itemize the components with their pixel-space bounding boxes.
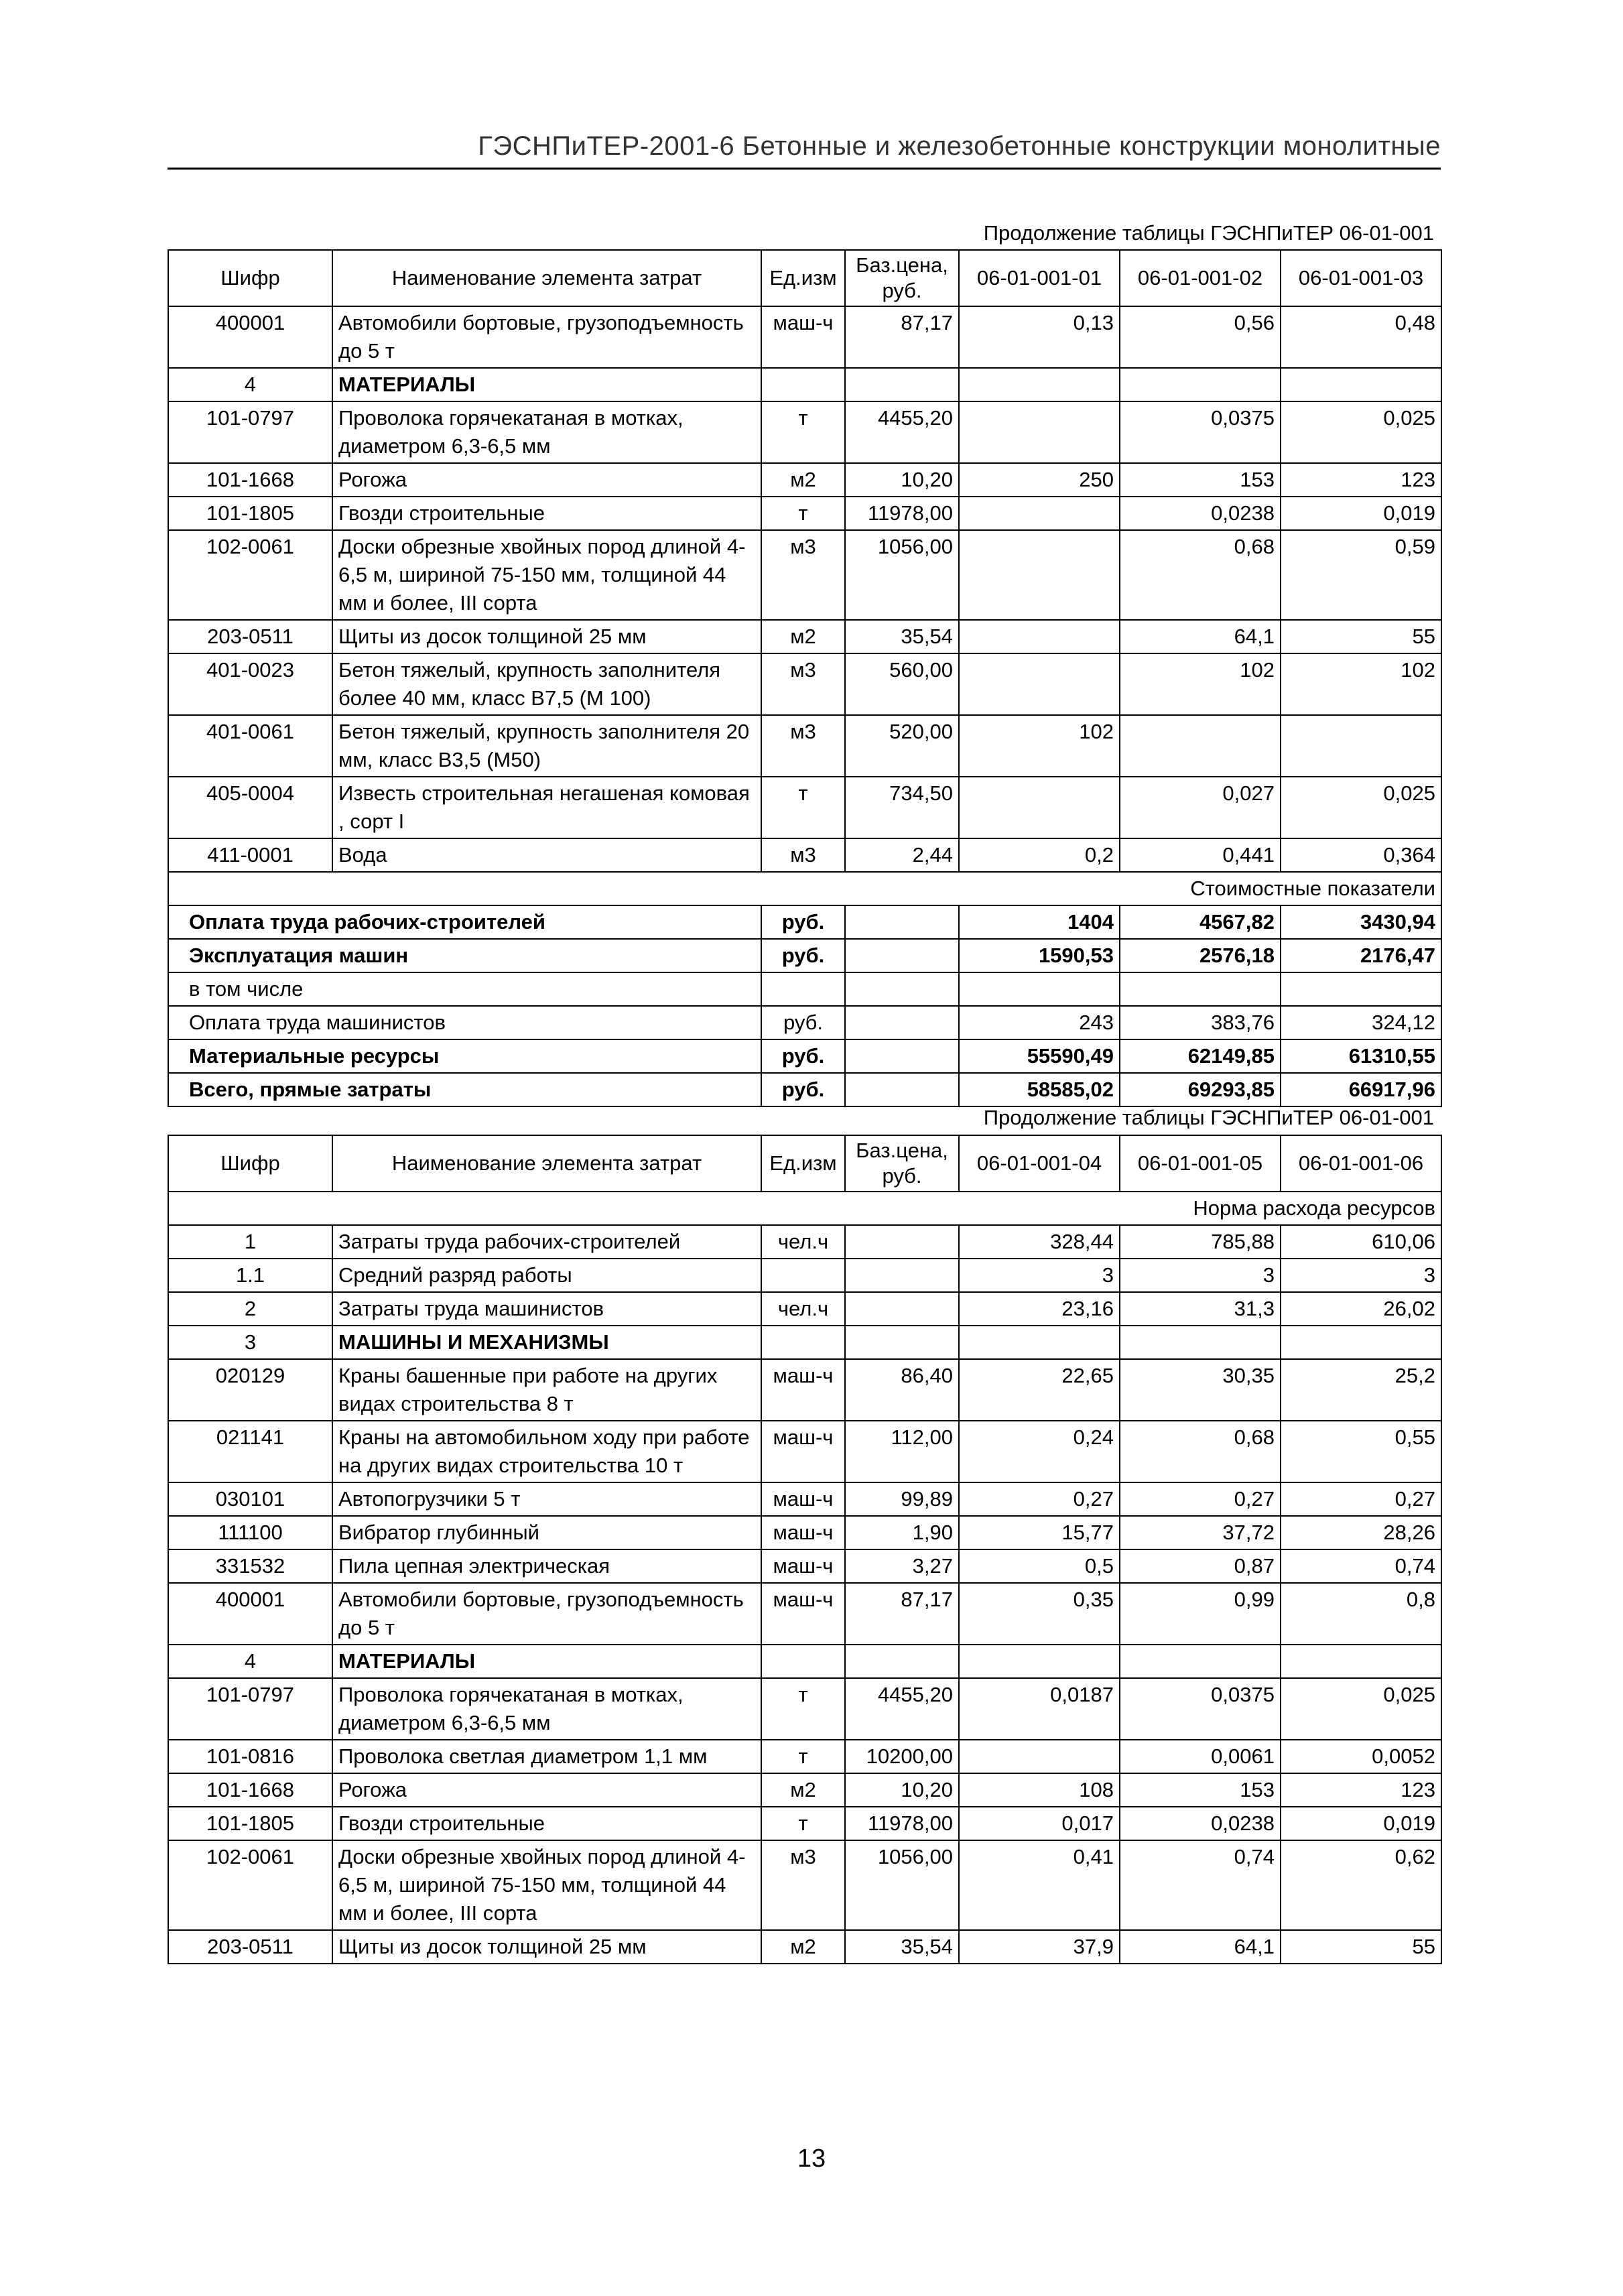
empty-cell [845, 972, 959, 1006]
value-cell: 2176,47 [1281, 939, 1441, 972]
unit-cell: м3 [761, 1840, 845, 1930]
value-cell [959, 972, 1120, 1006]
name-cell: Автомобили бортовые, грузоподъемность до 5 т [332, 1583, 761, 1645]
name-cell: Щиты из досок толщиной 25 мм [332, 620, 761, 653]
name-cell: Пила цепная электрическая [332, 1549, 761, 1583]
name-cell: Краны на автомобильном ходу при работе на других видах строительства 10 т [332, 1421, 761, 1482]
cost-row [168, 972, 1441, 1006]
cost-row [168, 905, 1441, 939]
value-cell: 1590,53 [959, 939, 1120, 972]
code-cell: 102-0061 [168, 530, 332, 620]
table-row [168, 1773, 1441, 1807]
name-cell: Затраты труда рабочих-строителей [332, 1225, 761, 1259]
price-cell: 87,17 [845, 1583, 959, 1645]
code-cell: 400001 [168, 1583, 332, 1645]
value-cell: 0,0375 [1120, 401, 1281, 463]
price-cell: 10,20 [845, 463, 959, 497]
name-cell: Бетон тяжелый, крупность заполнителя 20 мм, класс В3,5 (М50) [332, 715, 761, 777]
unit-cell: руб. [761, 939, 845, 972]
cost-name-cell: Оплата труда машинистов [168, 1006, 761, 1039]
empty-cell [845, 905, 959, 939]
page-header: ГЭСНПиТЕР-2001-6 Бетонные и железобетонные конструкции монолитные [478, 131, 1441, 161]
unit-cell: руб. [761, 905, 845, 939]
unit-cell: маш-ч [761, 1482, 845, 1516]
unit-cell: маш-ч [761, 1516, 845, 1549]
column-header: Баз.цена, руб. [845, 1135, 959, 1192]
value-cell [959, 497, 1120, 530]
empty-cell [845, 1645, 959, 1678]
code-cell: 4 [168, 1645, 332, 1678]
value-cell: 4567,82 [1120, 905, 1281, 939]
unit-cell: руб. [761, 1039, 845, 1073]
unit-cell: т [761, 1807, 845, 1840]
table-row [168, 838, 1441, 872]
table-row [168, 1549, 1441, 1583]
value-cell: 64,1 [1120, 620, 1281, 653]
value-cell: 0,59 [1281, 530, 1441, 620]
code-cell: 1.1 [168, 1259, 332, 1292]
section-label: Стоимостные показатели [168, 872, 1441, 905]
unit-cell: т [761, 401, 845, 463]
code-cell: 101-1668 [168, 463, 332, 497]
value-cell: 0,68 [1120, 1421, 1281, 1482]
name-cell: Затраты труда машинистов [332, 1292, 761, 1326]
column-header: 06-01-001-02 [1120, 250, 1281, 306]
value-cell: 64,1 [1120, 1930, 1281, 1964]
table2-caption: Продолжение таблицы ГЭСНПиТЕР 06-01-001 [983, 1106, 1434, 1129]
unit-cell: м3 [761, 838, 845, 872]
value-cell: 328,44 [959, 1225, 1120, 1259]
value-cell: 153 [1120, 463, 1281, 497]
value-cell [1120, 368, 1281, 401]
price-cell: 10200,00 [845, 1740, 959, 1773]
cost-name-cell: Эксплуатация машин [168, 939, 761, 972]
code-cell: 111100 [168, 1516, 332, 1549]
value-cell: 123 [1281, 1773, 1441, 1807]
unit-cell: м2 [761, 620, 845, 653]
price-cell: 4455,20 [845, 1678, 959, 1740]
name-cell: Гвозди строительные [332, 1807, 761, 1840]
price-cell: 3,27 [845, 1549, 959, 1583]
price-cell: 99,89 [845, 1482, 959, 1516]
code-cell: 3 [168, 1326, 332, 1359]
value-cell: 3430,94 [1281, 905, 1441, 939]
table-row [168, 1421, 1441, 1482]
value-cell: 102 [1120, 653, 1281, 715]
table-row [168, 653, 1441, 715]
empty-cell [959, 1645, 1120, 1678]
cost-name-cell: Материальные ресурсы [168, 1039, 761, 1073]
cost-name-cell: Всего, прямые затраты [168, 1073, 761, 1106]
value-cell: 243 [959, 1006, 1120, 1039]
unit-cell: м3 [761, 530, 845, 620]
value-cell: 62149,85 [1120, 1039, 1281, 1073]
empty-cell [845, 1326, 959, 1359]
value-cell: 0,74 [1120, 1840, 1281, 1930]
name-cell: Автопогрузчики 5 т [332, 1482, 761, 1516]
empty-cell [845, 1039, 959, 1073]
value-cell: 102 [1281, 653, 1441, 715]
code-cell: 102-0061 [168, 1840, 332, 1930]
empty-cell [1120, 1645, 1281, 1678]
table-row [168, 1359, 1441, 1421]
name-cell: Рогожа [332, 1773, 761, 1807]
name-cell: Краны башенные при работе на других видах строительства 8 т [332, 1359, 761, 1421]
value-cell: 0,019 [1281, 497, 1441, 530]
column-header: 06-01-001-01 [959, 250, 1120, 306]
table-row [168, 306, 1441, 368]
cost-row [168, 1073, 1441, 1106]
code-cell: 400001 [168, 306, 332, 368]
norm-row [168, 1192, 1441, 1225]
value-cell: 55 [1281, 620, 1441, 653]
value-cell: 0,0238 [1120, 1807, 1281, 1840]
unit-cell: т [761, 1678, 845, 1740]
value-cell: 0,5 [959, 1549, 1120, 1583]
price-cell: 86,40 [845, 1359, 959, 1421]
unit-cell: руб. [761, 1073, 845, 1106]
column-header: 06-01-001-04 [959, 1135, 1120, 1192]
value-cell: 37,9 [959, 1930, 1120, 1964]
table-row [168, 1678, 1441, 1740]
table-row [168, 1516, 1441, 1549]
name-cell: Вода [332, 838, 761, 872]
name-cell: Проволока горячекатаная в мотках, диаметром 6,3-6,5 мм [332, 401, 761, 463]
value-cell: 102 [959, 715, 1120, 777]
unit-cell: маш-ч [761, 1359, 845, 1421]
value-cell: 66917,96 [1281, 1073, 1441, 1106]
cost-indicators-row [168, 872, 1441, 905]
value-cell: 0,48 [1281, 306, 1441, 368]
value-cell: 0,35 [959, 1583, 1120, 1645]
code-cell: 101-1668 [168, 1773, 332, 1807]
column-header: Шифр [168, 250, 332, 306]
value-cell: 153 [1120, 1773, 1281, 1807]
value-cell: 69293,85 [1120, 1073, 1281, 1106]
value-cell [1120, 715, 1281, 777]
value-cell [959, 620, 1120, 653]
value-cell: 0,27 [959, 1482, 1120, 1516]
value-cell: 58585,02 [959, 1073, 1120, 1106]
unit-cell: маш-ч [761, 306, 845, 368]
cost-row [168, 1039, 1441, 1073]
table-row [168, 530, 1441, 620]
price-cell: 1056,00 [845, 1840, 959, 1930]
value-cell: 0,025 [1281, 1678, 1441, 1740]
unit-cell: маш-ч [761, 1421, 845, 1482]
code-cell: 405-0004 [168, 777, 332, 838]
code-cell: 401-0023 [168, 653, 332, 715]
value-cell: 123 [1281, 463, 1441, 497]
price-cell [845, 1292, 959, 1326]
code-cell: 2 [168, 1292, 332, 1326]
column-header: Ед.изм [761, 1135, 845, 1192]
section-label: МАТЕРИАЛЫ [332, 1645, 761, 1678]
price-cell: 520,00 [845, 715, 959, 777]
unit-cell: т [761, 777, 845, 838]
column-header: Наименование элемента затрат [332, 250, 761, 306]
value-cell: 0,13 [959, 306, 1120, 368]
name-cell: Проволока светлая диаметром 1,1 мм [332, 1740, 761, 1773]
code-cell: 101-1805 [168, 1807, 332, 1840]
price-cell: 734,50 [845, 777, 959, 838]
value-cell: 0,74 [1281, 1549, 1441, 1583]
value-cell: 0,0238 [1120, 497, 1281, 530]
value-cell: 22,65 [959, 1359, 1120, 1421]
name-cell: МАТЕРИАЛЫ [332, 368, 761, 401]
value-cell: 0,62 [1281, 1840, 1441, 1930]
code-cell: 203-0511 [168, 620, 332, 653]
table-row [168, 1807, 1441, 1840]
empty-cell [1120, 1326, 1281, 1359]
unit-cell: м3 [761, 715, 845, 777]
value-cell: 0,2 [959, 838, 1120, 872]
name-cell: Щиты из досок толщиной 25 мм [332, 1930, 761, 1964]
value-cell: 61310,55 [1281, 1039, 1441, 1073]
value-cell: 0,41 [959, 1840, 1120, 1930]
value-cell: 610,06 [1281, 1225, 1441, 1259]
unit-cell [761, 1259, 845, 1292]
price-cell: 1,90 [845, 1516, 959, 1549]
price-cell: 560,00 [845, 653, 959, 715]
table-row [168, 777, 1441, 838]
value-cell: 23,16 [959, 1292, 1120, 1326]
value-cell: 0,24 [959, 1421, 1120, 1482]
name-cell: Доски обрезные хвойных пород длиной 4-6,5 м, шириной 75-150 мм, толщиной 44 мм и более, III сорта [332, 530, 761, 620]
value-cell: 0,0052 [1281, 1740, 1441, 1773]
page-number: 13 [797, 2145, 826, 2173]
value-cell: 0,364 [1281, 838, 1441, 872]
price-cell: 35,54 [845, 620, 959, 653]
table-row [168, 497, 1441, 530]
code-cell: 1 [168, 1225, 332, 1259]
value-cell: 25,2 [1281, 1359, 1441, 1421]
empty-cell [845, 1006, 959, 1039]
cost-row [168, 939, 1441, 972]
column-header: Наименование элемента затрат [332, 1135, 761, 1192]
unit-cell [761, 368, 845, 401]
value-cell: 37,72 [1120, 1516, 1281, 1549]
price-cell: 4455,20 [845, 401, 959, 463]
value-cell [959, 368, 1120, 401]
code-cell: 101-0797 [168, 1678, 332, 1740]
code-cell: 101-1805 [168, 497, 332, 530]
price-cell [845, 1259, 959, 1292]
table-row [168, 1740, 1441, 1773]
section-row [168, 368, 1441, 401]
value-cell: 28,26 [1281, 1516, 1441, 1549]
value-cell: 0,019 [1281, 1807, 1441, 1840]
unit-cell: т [761, 1740, 845, 1773]
name-cell: Автомобили бортовые, грузоподъемность до 5 т [332, 306, 761, 368]
value-cell [959, 530, 1120, 620]
table-row [168, 1930, 1441, 1964]
section-row [168, 1645, 1441, 1678]
empty-cell [1281, 1326, 1441, 1359]
value-cell [1281, 972, 1441, 1006]
column-header: 06-01-001-03 [1281, 250, 1441, 306]
value-cell: 31,3 [1120, 1292, 1281, 1326]
section-label: Норма расхода ресурсов [168, 1192, 1441, 1225]
unit-cell: маш-ч [761, 1549, 845, 1583]
code-cell: 101-0816 [168, 1740, 332, 1773]
column-header: 06-01-001-06 [1281, 1135, 1441, 1192]
code-cell: 021141 [168, 1421, 332, 1482]
unit-cell: руб. [761, 1006, 845, 1039]
code-cell: 101-0797 [168, 401, 332, 463]
column-header: 06-01-001-05 [1120, 1135, 1281, 1192]
value-cell: 0,0061 [1120, 1740, 1281, 1773]
value-cell: 0,27 [1120, 1482, 1281, 1516]
value-cell: 785,88 [1120, 1225, 1281, 1259]
header-rule [168, 168, 1441, 170]
value-cell [1281, 715, 1441, 777]
value-cell: 55 [1281, 1930, 1441, 1964]
value-cell: 0,99 [1120, 1583, 1281, 1645]
price-cell [845, 1225, 959, 1259]
value-cell: 3 [1120, 1259, 1281, 1292]
price-cell: 10,20 [845, 1773, 959, 1807]
code-cell: 4 [168, 368, 332, 401]
column-header: Шифр [168, 1135, 332, 1192]
unit-cell: м3 [761, 653, 845, 715]
empty-cell [845, 1073, 959, 1106]
value-cell: 55590,49 [959, 1039, 1120, 1073]
name-cell: Доски обрезные хвойных пород длиной 4-6,5 м, шириной 75-150 мм, толщиной 44 мм и более, III сорта [332, 1840, 761, 1930]
name-cell: Бетон тяжелый, крупность заполнителя более 40 мм, класс В7,5 (М 100) [332, 653, 761, 715]
value-cell: 0,56 [1120, 306, 1281, 368]
table-row [168, 1259, 1441, 1292]
value-cell [959, 653, 1120, 715]
code-cell: 401-0061 [168, 715, 332, 777]
code-cell: 030101 [168, 1482, 332, 1516]
table-row [168, 1840, 1441, 1930]
value-cell [959, 777, 1120, 838]
value-cell: 250 [959, 463, 1120, 497]
table-row [168, 1482, 1441, 1516]
unit-cell: маш-ч [761, 1583, 845, 1645]
name-cell: Известь строительная негашеная комовая , сорт I [332, 777, 761, 838]
value-cell: 0,68 [1120, 530, 1281, 620]
value-cell: 0,0187 [959, 1678, 1120, 1740]
unit-cell: м2 [761, 1773, 845, 1807]
value-cell: 30,35 [1120, 1359, 1281, 1421]
empty-cell [1281, 1645, 1441, 1678]
table-row [168, 401, 1441, 463]
value-cell: 0,8 [1281, 1583, 1441, 1645]
value-cell: 0,27 [1281, 1482, 1441, 1516]
table1 [168, 249, 1442, 1107]
section-label: МАШИНЫ И МЕХАНИЗМЫ [332, 1326, 761, 1359]
unit-cell: чел.ч [761, 1225, 845, 1259]
column-header: Ед.изм [761, 250, 845, 306]
price-cell: 112,00 [845, 1421, 959, 1482]
name-cell: Гвозди строительные [332, 497, 761, 530]
value-cell: 15,77 [959, 1516, 1120, 1549]
value-cell: 0,441 [1120, 838, 1281, 872]
empty-cell [761, 1326, 845, 1359]
name-cell: Вибратор глубинный [332, 1516, 761, 1549]
value-cell: 0,027 [1120, 777, 1281, 838]
table-row [168, 1292, 1441, 1326]
unit-cell: м2 [761, 1930, 845, 1964]
empty-cell [959, 1326, 1120, 1359]
name-cell: Проволока горячекатаная в мотках, диаметром 6,3-6,5 мм [332, 1678, 761, 1740]
name-cell: Рогожа [332, 463, 761, 497]
table-header-row [168, 1135, 1441, 1192]
value-cell: 3 [959, 1259, 1120, 1292]
name-cell: Средний разряд работы [332, 1259, 761, 1292]
table-row [168, 715, 1441, 777]
unit-cell: чел.ч [761, 1292, 845, 1326]
empty-cell [845, 939, 959, 972]
value-cell: 26,02 [1281, 1292, 1441, 1326]
cost-name-cell: в том числе [168, 972, 761, 1006]
price-cell: 87,17 [845, 306, 959, 368]
unit-cell [761, 972, 845, 1006]
code-cell: 203-0511 [168, 1930, 332, 1964]
value-cell [1281, 368, 1441, 401]
cost-name-cell: Оплата труда рабочих-строителей [168, 905, 761, 939]
value-cell [1120, 972, 1281, 1006]
value-cell: 1404 [959, 905, 1120, 939]
unit-cell: т [761, 497, 845, 530]
table-row [168, 463, 1441, 497]
table-header-row [168, 250, 1441, 306]
value-cell: 3 [1281, 1259, 1441, 1292]
value-cell [959, 401, 1120, 463]
unit-cell: м2 [761, 463, 845, 497]
value-cell: 0,025 [1281, 777, 1441, 838]
price-cell [845, 368, 959, 401]
value-cell: 0,025 [1281, 401, 1441, 463]
value-cell: 0,55 [1281, 1421, 1441, 1482]
column-header: Баз.цена, руб. [845, 250, 959, 306]
value-cell: 0,017 [959, 1807, 1120, 1840]
value-cell: 0,0375 [1120, 1678, 1281, 1740]
price-cell: 2,44 [845, 838, 959, 872]
table-row [168, 1225, 1441, 1259]
table2 [168, 1135, 1442, 1964]
value-cell: 324,12 [1281, 1006, 1441, 1039]
price-cell: 1056,00 [845, 530, 959, 620]
table-row [168, 620, 1441, 653]
price-cell: 11978,00 [845, 497, 959, 530]
table-row [168, 1583, 1441, 1645]
code-cell: 411-0001 [168, 838, 332, 872]
price-cell: 35,54 [845, 1930, 959, 1964]
value-cell [959, 1740, 1120, 1773]
section-row [168, 1326, 1441, 1359]
code-cell: 020129 [168, 1359, 332, 1421]
price-cell: 11978,00 [845, 1807, 959, 1840]
code-cell: 331532 [168, 1549, 332, 1583]
value-cell: 0,87 [1120, 1549, 1281, 1583]
value-cell: 383,76 [1120, 1006, 1281, 1039]
empty-cell [761, 1645, 845, 1678]
cost-row [168, 1006, 1441, 1039]
table1-caption: Продолжение таблицы ГЭСНПиТЕР 06-01-001 [983, 221, 1434, 245]
value-cell: 108 [959, 1773, 1120, 1807]
value-cell: 2576,18 [1120, 939, 1281, 972]
